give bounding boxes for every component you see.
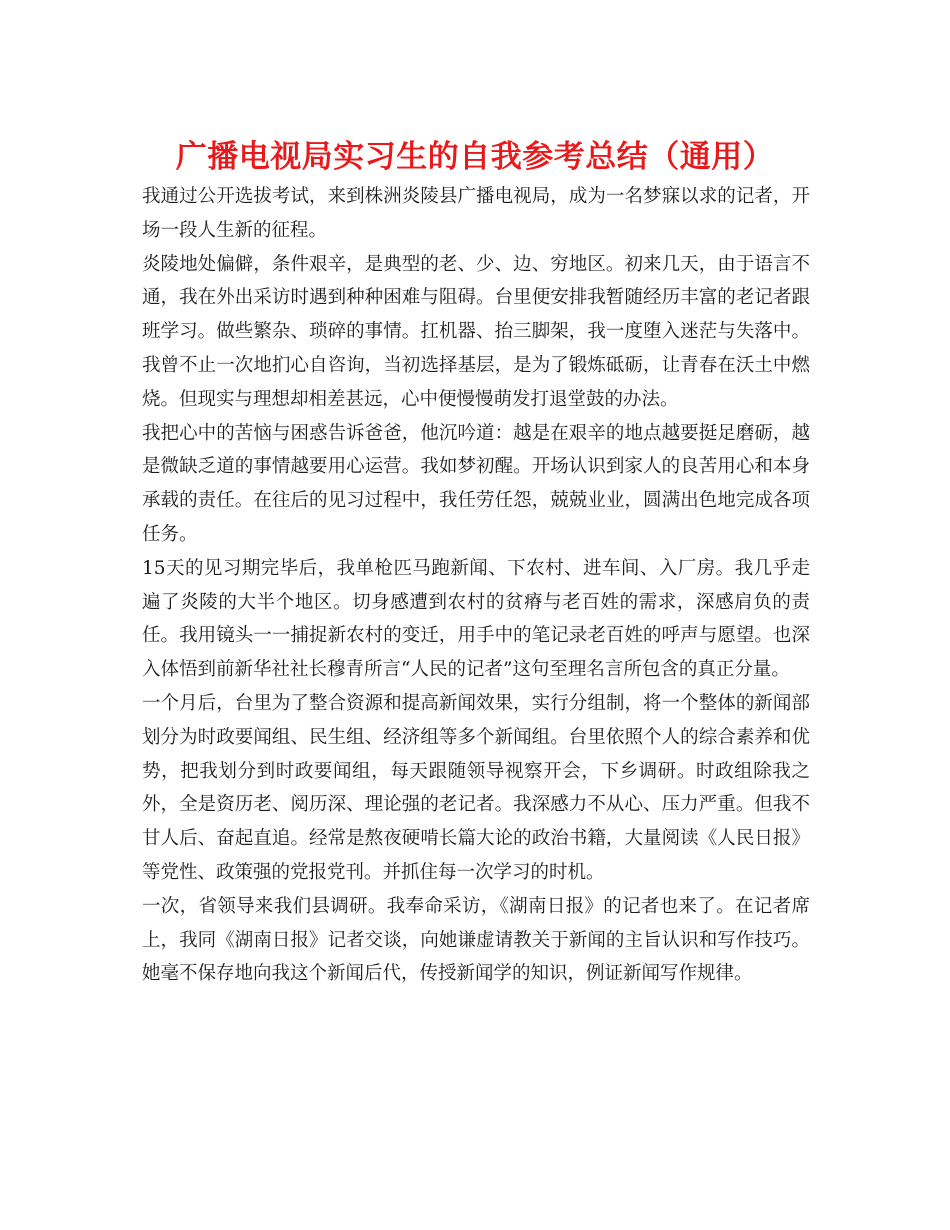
document-body: [142, 180, 810, 991]
paragraph: 一个月后，台里为了整合资源和提高新闻效果，实行分组制，将一个整体的新闻部划分为时政要闻组、民生组、经济组等多个新闻组。台里依照个人的综合素养和优势，把我划分到时政要闻组，每天跟随领导视察开会，下乡调研。时政组除我之外，全是资历老、阅历深、理论强的老记者。我深感力不从心、压力严重。但我不甘人后、奋起直追。经常是熬夜硬啃长篇大论的政治书籍，大量阅读《人民日报》等党性、政策强的党报党刊。并抓住每一次学习的时机。: [142, 692, 810, 883]
paragraph: 炎陵地处偏僻，条件艰辛，是典型的老、少、边、穷地区。初来几天，由于语言不通，我在外出采访时遇到种种困难与阻碍。台里便安排我暂随经历丰富的老记者跟班学习。做些繁杂、琐碎的事情。扛机器、抬三脚架，我一度堕入迷茫与失落中。我曾不止一次地扪心自咨询，当初选择基层，是为了锻炼砥砺，让青春在沃土中燃烧。但现实与理想却相差甚远，心中便慢慢萌发打退堂鼓的办法。: [142, 253, 810, 410]
paragraph: 我通过公开选拔考试，来到株洲炎陵县广播电视局，成为一名梦寐以求的记者，开场一段人生新的征程。: [142, 186, 810, 241]
document-title: 广播电视局实习生的自我参考总结（通用）: [175, 139, 775, 175]
paragraph: 一次，省领导来我们县调研。我奉命采访，《湖南日报》的记者也来了。在记者席上，我同《湖南日报》记者交谈，向她谦虚请教关于新闻的主旨认识和写作技巧。她毫不保存地向我这个新闻后代，传授新闻学的知识，例证新闻写作规律。: [142, 895, 810, 985]
paragraph: 我把心中的苦恼与困惑告诉爸爸，他沉吟道：越是在艰辛的地点越要挺足磨砺，越是微缺乏道的事情越要用心运营。我如梦初醒。开场认识到家人的良苦用心和本身承载的责任。在往后的见习过程中，我任劳任怨，兢兢业业，圆满出色地完成各项任务。: [142, 422, 810, 545]
paragraph: 15天的见习期完毕后，我单枪匹马跑新闻、下农村、进车间、入厂房。我几乎走遍了炎陵的大半个地区。切身感遭到农村的贫瘠与老百姓的需求，深感肩负的责任。我用镜头一一捕捉新农村的变迁，用手中的笔记录老百姓的呼声与愿望。也深入体悟到前新华社社长穆青所言“人民的记者”这句至理名言所包含的真正分量。: [142, 557, 810, 681]
